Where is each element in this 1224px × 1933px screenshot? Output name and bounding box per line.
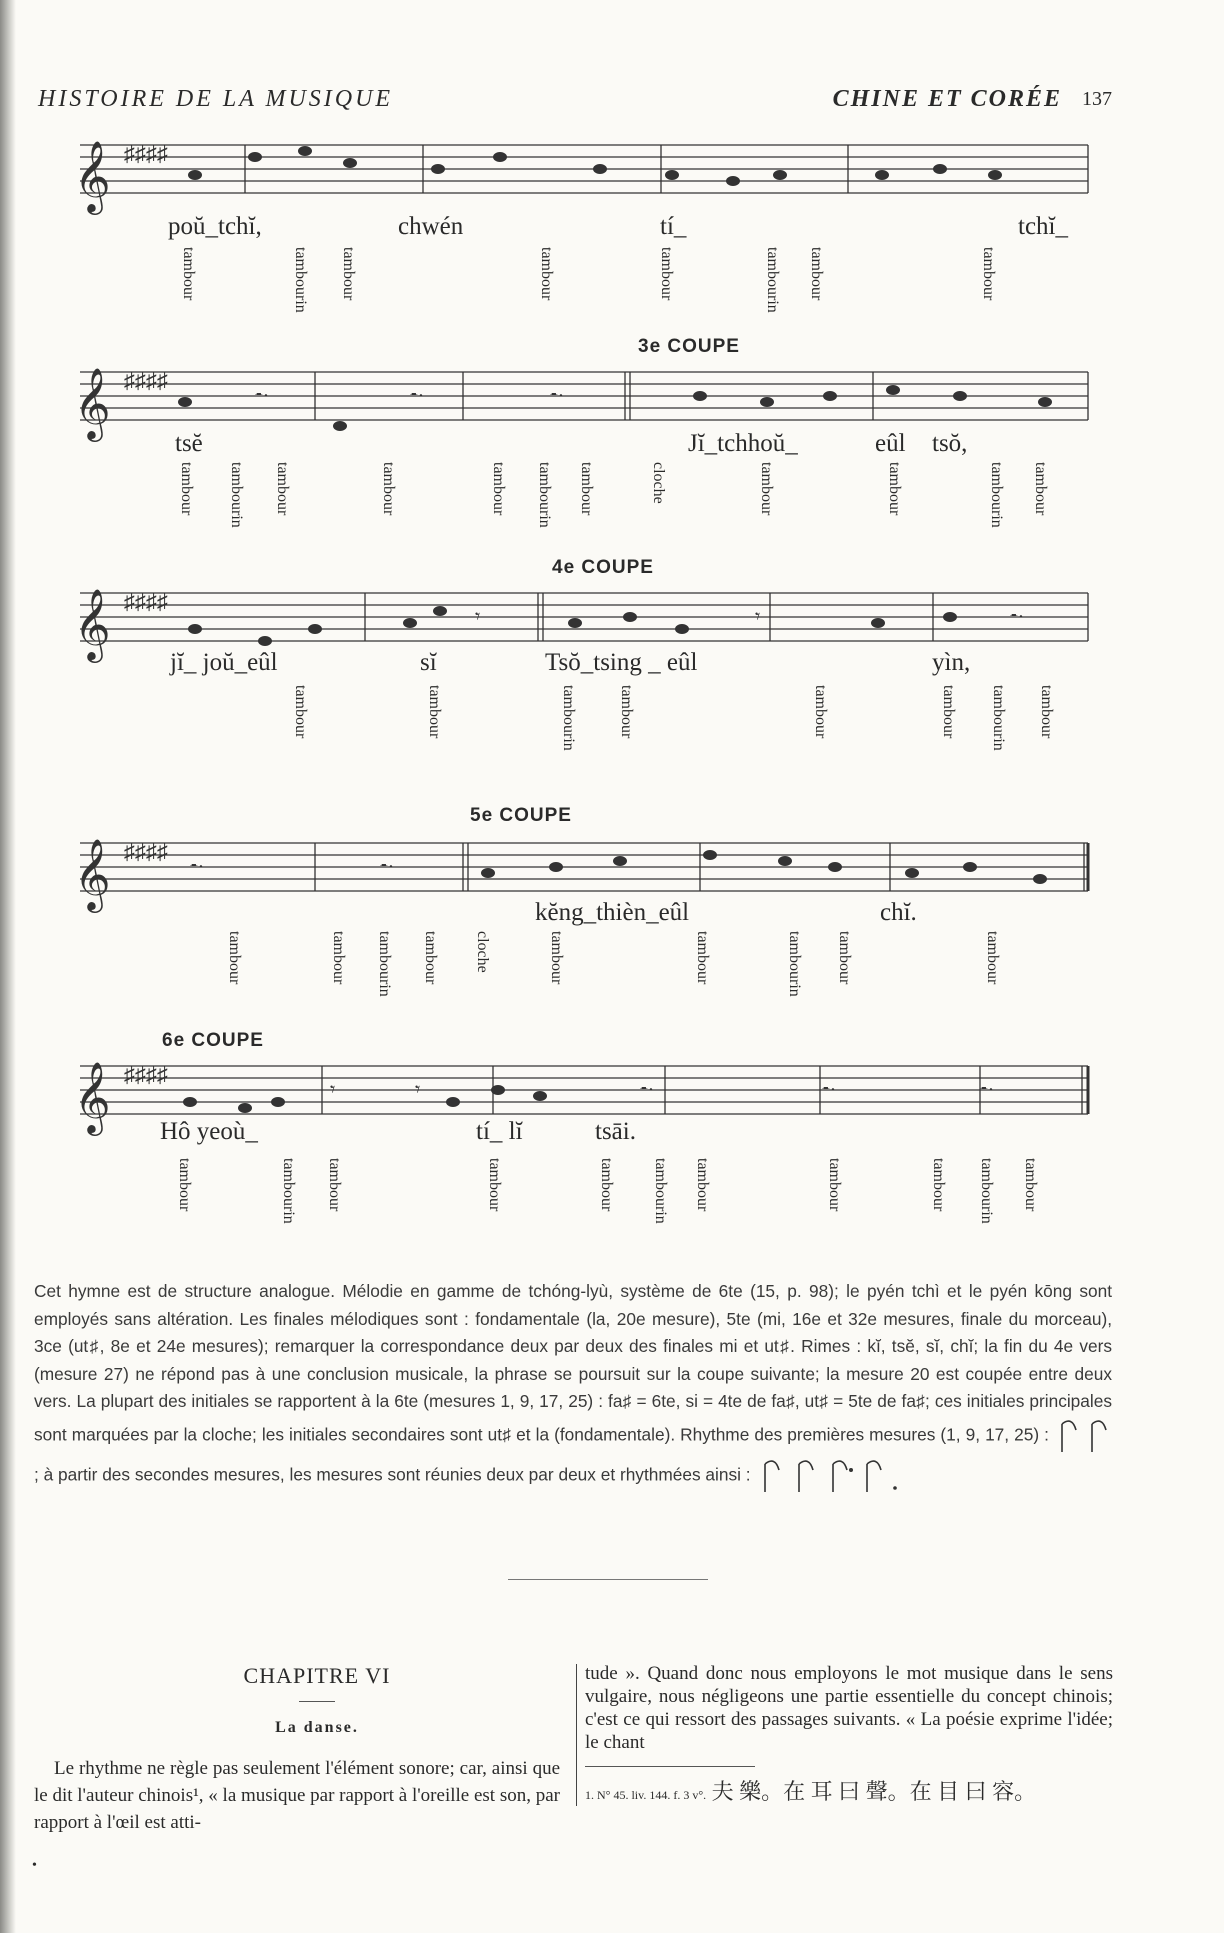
svg-text:♯♯♯♯: ♯♯♯♯ bbox=[124, 839, 168, 864]
percussion-label: tambour bbox=[598, 1158, 615, 1212]
lyric-syllable: Tsŏ_tsing _ eûl bbox=[545, 649, 698, 676]
percussion-label: tambour bbox=[426, 685, 443, 739]
column-divider bbox=[576, 1664, 577, 1806]
lyric-syllable: yìn, bbox=[932, 649, 971, 676]
percussion-label: tambourin bbox=[764, 247, 781, 313]
music-system-5 bbox=[60, 1030, 1090, 1275]
percussion-label: cloche bbox=[474, 931, 491, 973]
percussion-label: tambour bbox=[826, 1158, 843, 1212]
percussion-label: tambour bbox=[618, 685, 635, 739]
chapter-right-column bbox=[585, 1662, 1113, 1810]
lyric-syllable: tsŏ, bbox=[932, 430, 968, 457]
music-system-3 bbox=[60, 553, 1090, 793]
lyric-syllable: chwén bbox=[398, 213, 464, 240]
footnote bbox=[585, 1777, 1113, 1810]
running-header bbox=[38, 86, 1112, 116]
percussion-label: tambour bbox=[422, 931, 439, 985]
lyric-syllable: poŭ_tchĭ, bbox=[168, 213, 262, 240]
commentary-text-2: ; à partir des secondes mesures, les mesures sont réunies deux par deux et rhythmées ainsi : bbox=[34, 1464, 751, 1485]
svg-text:𝄾: 𝄾 bbox=[475, 606, 481, 628]
margin-mark: • bbox=[32, 1858, 37, 1873]
lyric-syllable: tsĕ bbox=[175, 430, 203, 457]
music-system-1 bbox=[60, 135, 1090, 345]
page-number: 137 bbox=[1082, 88, 1112, 110]
percussion-label: tambour bbox=[694, 1158, 711, 1212]
percussion-label: tambour bbox=[486, 1158, 503, 1212]
percussion-label: tambour bbox=[658, 247, 675, 301]
percussion-label: tambour bbox=[940, 685, 957, 739]
percussion-label: tambourin bbox=[376, 931, 393, 997]
percussion-label: tambour bbox=[758, 462, 775, 516]
chapter-body-left: Le rhythme ne règle pas seulement l'élément sonore; car, ainsi que le dit l'auteur chinois¹, « la musique par rapport à l'oreille est son, par rapport à l'œil est atti- bbox=[34, 1758, 560, 1833]
percussion-label: tambour bbox=[176, 1158, 193, 1212]
percussion-label: tambourin bbox=[536, 462, 553, 528]
percussion-label: tambour bbox=[490, 462, 507, 516]
header-title-left: HISTOIRE DE LA MUSIQUE bbox=[38, 86, 394, 112]
rhythm-figure-paired-measures bbox=[755, 1456, 905, 1496]
lyric-syllable: eûl bbox=[875, 430, 906, 457]
svg-text:𝄼·: 𝄼· bbox=[190, 856, 205, 878]
svg-text:𝄾: 𝄾 bbox=[415, 1079, 421, 1101]
chapter-left-column bbox=[34, 1662, 560, 1836]
percussion-label: tambourin bbox=[786, 931, 803, 997]
svg-text:𝄼·: 𝄼· bbox=[822, 1079, 837, 1101]
header-title-right: CHINE ET CORÉE bbox=[832, 86, 1062, 112]
percussion-label: tambourin bbox=[988, 462, 1005, 528]
svg-text:𝄼·: 𝄼· bbox=[255, 385, 270, 407]
percussion-label: tambour bbox=[984, 931, 1001, 985]
svg-text:𝄼·: 𝄼· bbox=[550, 385, 565, 407]
page-binding-edge bbox=[0, 0, 16, 1933]
percussion-label: tambour bbox=[836, 931, 853, 985]
coupe-heading: 3e COUPE bbox=[638, 336, 740, 357]
percussion-label: tambour bbox=[694, 931, 711, 985]
lyric-syllable: tchĭ_ bbox=[1018, 213, 1068, 240]
coupe-heading: 5e COUPE bbox=[470, 805, 572, 826]
hymn-commentary bbox=[34, 1278, 1112, 1496]
percussion-label: tambour bbox=[578, 462, 595, 516]
section-separator bbox=[508, 1579, 708, 1580]
svg-text:𝄞: 𝄞 bbox=[74, 591, 111, 659]
svg-text:𝄼·: 𝄼· bbox=[1010, 606, 1025, 628]
section-title: La danse. bbox=[275, 1719, 359, 1736]
svg-text:𝄼·: 𝄼· bbox=[980, 1079, 995, 1101]
footnote-rule bbox=[585, 1766, 755, 1767]
lyric-syllable: tí_ lĭ bbox=[476, 1118, 523, 1145]
percussion-label: tambour bbox=[326, 1158, 343, 1212]
lyric-syllable: jĭ_ joŭ_eûl bbox=[170, 649, 278, 676]
commentary-paragraph bbox=[34, 1278, 1112, 1496]
svg-text:𝄞: 𝄞 bbox=[74, 841, 111, 909]
percussion-label: tambour bbox=[380, 462, 397, 516]
svg-text:𝄼·: 𝄼· bbox=[410, 385, 425, 407]
lyric-syllable: Jĭ_tchhoŭ_ bbox=[688, 430, 798, 457]
percussion-label: tambour bbox=[226, 931, 243, 985]
percussion-label: tambour bbox=[1022, 1158, 1039, 1212]
percussion-label: tambour bbox=[274, 462, 291, 516]
svg-text:𝄞: 𝄞 bbox=[74, 1064, 111, 1132]
percussion-label: tambour bbox=[1032, 462, 1049, 516]
percussion-label: tambourin bbox=[292, 247, 309, 313]
percussion-label: tambour bbox=[812, 685, 829, 739]
svg-text:𝄾: 𝄾 bbox=[755, 606, 761, 628]
chapter-title-rule bbox=[299, 1701, 335, 1702]
footnote-chinese-text: 夫 樂。在 耳 曰 聲。在 目 曰 容。 bbox=[711, 1779, 1037, 1804]
percussion-label: tambour bbox=[330, 931, 347, 985]
percussion-label: tambourin bbox=[228, 462, 245, 528]
percussion-label: tambour bbox=[180, 247, 197, 301]
svg-text:𝄾: 𝄾 bbox=[330, 1079, 336, 1101]
percussion-label: tambour bbox=[980, 247, 997, 301]
percussion-label: tambour bbox=[808, 247, 825, 301]
lyric-syllable: tsāi. bbox=[595, 1118, 636, 1145]
chapter-body-right: tude ». Quand donc nous employons le mot musique dans le sens vulgaire, nous négligeons une partie essentielle du concept chinois; c'est ce qui ressort des passages suivants. « La poésie exprime l'idée; le chant bbox=[585, 1663, 1113, 1753]
percussion-label: tambourin bbox=[280, 1158, 297, 1224]
svg-text:𝄼·: 𝄼· bbox=[640, 1079, 655, 1101]
lyric-syllable: chĭ. bbox=[880, 899, 917, 926]
commentary-text-1: Cet hymne est de structure analogue. Mélodie en gamme de tchóng-lyù, système de 6te (15, p. 98); le pyén tchì et le pyén kōng sont employés sans altération. Les finales mélodiques sont : fondamentale (la, 20e mesure), 5te (mi, 16e et 32e mesures, finale du morceau), 3ce (ut♯, 8e et 24e mesures); remarquer la correspondance deux par deux des finales mi et ut♯. Rimes : kĭ, tsĕ, sĭ, chĭ; la fin du 4e vers (mesure 27) ne répond pas à une conclusion musicale, la phrase se poursuit sur la coupe suivante; la mesure 20 est coupée entre deux vers. La plupart des initiales se rapportent à la 6te (mesures 1, 9, 17, 25) : fa♯ = 6te, si = 4te de fa♯, ut♯ = 5te de fa♯; ces initiales principales sont marquées par la cloche; les initiales secondaires sont ut♯ et la (fondamentale). Rhythme des premières mesures (1, 9, 17, 25) : bbox=[34, 1281, 1112, 1445]
percussion-label: tambour bbox=[538, 247, 555, 301]
percussion-label: tambour bbox=[340, 247, 357, 301]
svg-text:𝄼·: 𝄼· bbox=[380, 856, 395, 878]
svg-text:𝄞: 𝄞 bbox=[74, 370, 111, 438]
chapter-title: CHAPITRE VI bbox=[243, 1663, 391, 1688]
percussion-label: tambour bbox=[548, 931, 565, 985]
staff-1 bbox=[60, 135, 1090, 215]
percussion-label: tambourin bbox=[978, 1158, 995, 1224]
svg-text:♯♯♯♯: ♯♯♯♯ bbox=[124, 1062, 168, 1087]
percussion-label: tambour bbox=[1038, 685, 1055, 739]
music-system-4 bbox=[60, 803, 1090, 1028]
percussion-label: tambourin bbox=[560, 685, 577, 751]
svg-text:♯♯♯♯: ♯♯♯♯ bbox=[124, 141, 168, 166]
lyric-syllable: tí_ bbox=[660, 213, 687, 240]
footnote-reference: 1. N° 45. liv. 144. f. 3 v°. bbox=[585, 1788, 707, 1802]
coupe-heading: 6e COUPE bbox=[162, 1030, 264, 1051]
percussion-label: tambour bbox=[292, 685, 309, 739]
percussion-label: tambour bbox=[178, 462, 195, 516]
lyric-syllable: Hô yeoù_ bbox=[160, 1118, 258, 1145]
percussion-label: cloche bbox=[650, 462, 667, 504]
lyric-syllable: kĕng_thièn_eûl bbox=[535, 899, 690, 926]
percussion-label: tambour bbox=[886, 462, 903, 516]
svg-text:♯♯♯♯: ♯♯♯♯ bbox=[124, 368, 168, 393]
coupe-heading: 4e COUPE bbox=[552, 557, 654, 578]
percussion-label: tambourin bbox=[652, 1158, 669, 1224]
rhythm-figure-first-measures bbox=[1054, 1416, 1112, 1456]
percussion-label: tambour bbox=[930, 1158, 947, 1212]
svg-text:♯♯♯♯: ♯♯♯♯ bbox=[124, 589, 168, 614]
music-system-2 bbox=[60, 330, 1090, 565]
lyric-syllable: sĭ bbox=[420, 649, 437, 676]
percussion-label: tambourin bbox=[990, 685, 1007, 751]
svg-text:𝄞: 𝄞 bbox=[74, 143, 111, 211]
